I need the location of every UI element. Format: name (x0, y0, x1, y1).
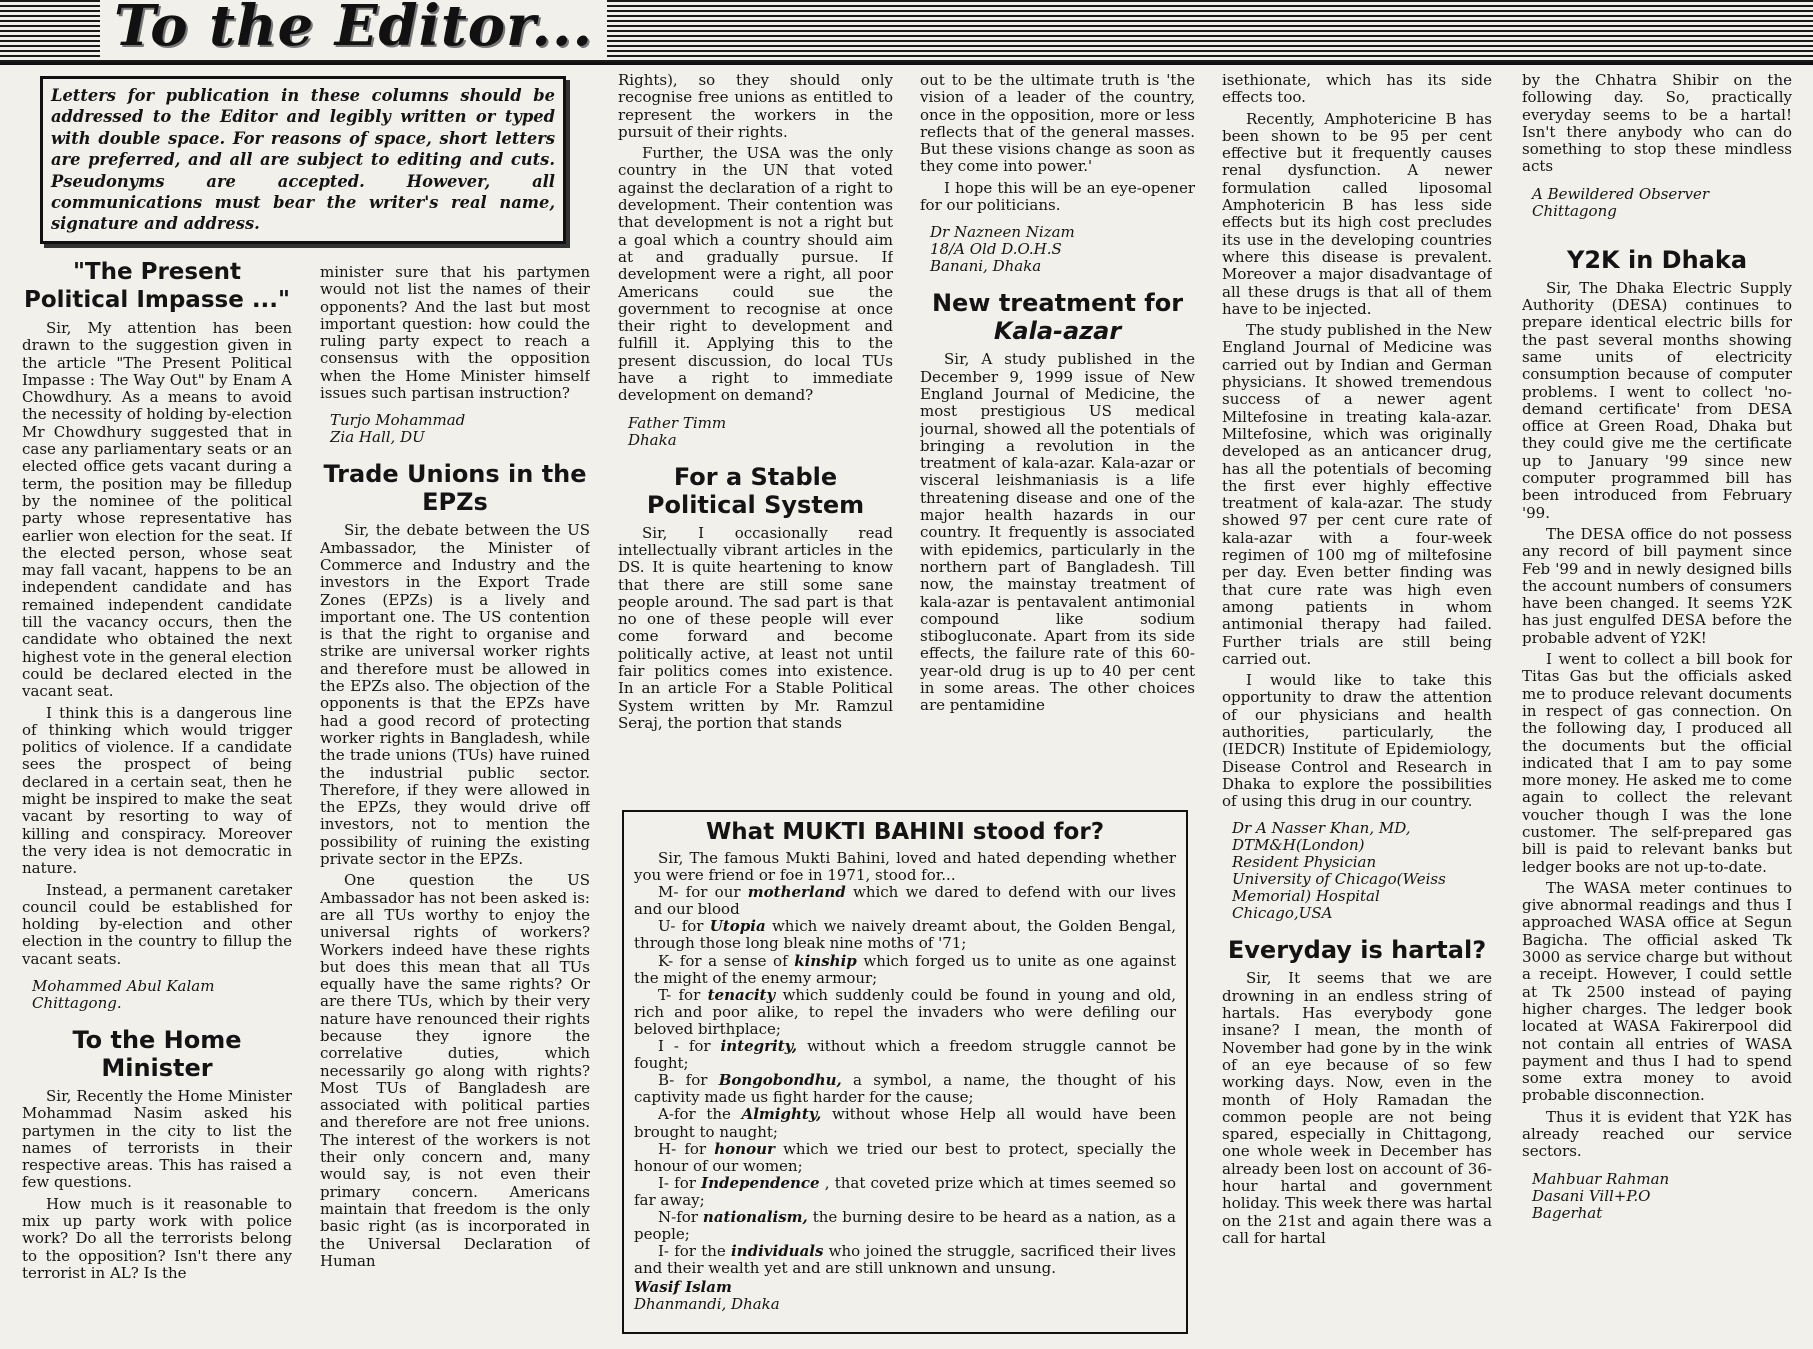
letter-paragraph: Sir, The Dhaka Electric Supply Authority (DESA) continues to prepare identical electric bills for the past several months showing same units of electricity consumption because of computer problems. I went to collect 'no-demand certificate' from DESA office at Green Road, Dhaka but they could give me the certificate up to January '99 since new computer programmed bill has been introduced from February '99. (1522, 278, 1792, 522)
letter-paragraph-continued: out to be the ultimate truth is 'the vision of a leader of the country, once in the opposition, more or less reflects that of the general masses. But these visions change as soon as they come into power.' (920, 72, 1195, 176)
acrostic-item (634, 884, 1176, 918)
acrostic-keyword: honour (714, 1139, 775, 1158)
letter-title: Y2K in Dhaka (1566, 245, 1748, 274)
letter-paragraph: Thus it is evident that Y2K has already reached our service sectors. (1522, 1107, 1792, 1161)
masthead (0, 0, 1813, 65)
signature-place: Dhanmandi, Dhaka (634, 1295, 780, 1314)
acrostic-prefix: H- for (658, 1139, 715, 1158)
letter-trade-unions (320, 460, 590, 1270)
letter-signature (930, 224, 1195, 275)
letter-paragraph: Sir, I occasionally read intellectually vibrant articles in the DS. It is quite heartening to know that there are still some sane people around. The sad part is that no one of these people will ever come forward and become politically active, at least not until fair politics comes into existence. In an article For a Stable Political System written by Mr. Ramzul Seraj, the portion that stands (618, 523, 893, 732)
signature-name: Mohammed Abul Kalam (32, 976, 215, 995)
letter-present-impasse (22, 258, 292, 1012)
column-2 (320, 264, 590, 1342)
signature-name: Turjo Mohammad (330, 411, 466, 430)
signature-line: DTM&H(London) (1232, 836, 1365, 855)
letter-paragraph: I hope this will be an eye-opener for our politicians. (920, 178, 1195, 215)
acrostic-item (634, 1175, 1176, 1209)
signature-name: Father Timm (628, 413, 727, 432)
letter-title (920, 289, 1195, 345)
acrostic-item (634, 1038, 1176, 1072)
acrostic-list (634, 884, 1176, 1277)
letter-paragraph: Sir, A study published in the December 9, 1999 issue of New England Journal of Medicine, the most prestigious US medical journal, showed all the potentials of bringing a revolution in the treatment of kala-azar. Kala-azar or visceral leishmaniasis is a life threatening disease and one of the major health hazards in our country. It frequently is associated with epidemics, particularly in the northern part of Bangladesh. Till now, the mainstay treatment of kala-azar is pentavalent antimonial compound like sodium stibogluconate. Apart from its side effects, the failure rate of this 60-year-old drug is up to 40 per cent in some areas. The other choices are pentamidine (920, 350, 1195, 715)
acrostic-prefix: I- for (658, 1173, 702, 1192)
signature-place: Chittagong (1532, 201, 1617, 220)
letter-signature (1532, 1171, 1792, 1222)
letter-signature (32, 978, 292, 1012)
acrostic-text: the burning desire to be heard as a nation, as a people; (634, 1207, 1176, 1244)
letter-paragraph: Instead, a permanent caretaker council could be established for holding by-election and other election in the country to fillup the vacant seats. (22, 880, 292, 968)
acrostic-prefix: I - for (658, 1037, 721, 1056)
letter-title-line: New treatment for (931, 289, 1184, 318)
column-5 (1222, 72, 1492, 1342)
mukti-bahini-box (622, 810, 1188, 1334)
letter-paragraph: Further, the USA was the only country in the UN that voted against the declaration of a right to development. Their contention was that development is not a right but a goal which a country should aim at and gradually pursue. If development were a right, all poor Americans could sue the government to recognise at once their right to development and fulfill it. Applying this to the present discussion, do local TUs have a right to immediate development on demand? (618, 144, 893, 405)
acrostic-text: which we tried our best to protect, specially the honour of our women; (634, 1139, 1176, 1175)
column-6 (1522, 72, 1792, 1342)
acrostic-prefix: U- for (658, 917, 710, 936)
acrostic-text: which suddenly could be found in young and old, rich and poor alike, to repel the invaders who were defiling our beloved birthplace; (634, 985, 1176, 1038)
signature-line: Chicago,USA (1232, 904, 1333, 923)
letter-title-line: Kala-azar (993, 317, 1122, 346)
acrostic-keyword: integrity, (720, 1037, 798, 1056)
acrostic-prefix: N-for (658, 1207, 703, 1226)
acrostic-prefix: A-for the (658, 1105, 742, 1124)
letter-home-minister (22, 1026, 292, 1282)
letter-paragraph: Sir, The famous Mukti Bahini, loved and hated depending whether you were friend or foe in 1971, stood for... (634, 849, 1176, 885)
acrostic-text: a symbol, a name, the thought of his captivity made us fight harder for the cause; (634, 1071, 1176, 1107)
letter-paragraph: How much is it reasonable to mix up party work with police work? Do all the terrorists belong to the opposition? Isn't there any terrorist in AL? Is the (22, 1194, 292, 1282)
column-1 (22, 258, 292, 1342)
letter-kala-azar (920, 289, 1195, 714)
acrostic-keyword: nationalism, (702, 1207, 808, 1226)
column-4 (920, 72, 1195, 802)
letter-paragraph-continued: isethionate, which has its side effects too. (1222, 72, 1492, 107)
letter-paragraph: Recently, Amphotericine B has been shown to be 95 per cent effective but it frequently causes renal dysfunction. A newer formulation called liposomal Amphotericin B has less side effects but its high cost precludes its use in the developing countries where this disease is prevalent. Moreover a major disadvantage of all these drugs is that all of them have to be injected. (1222, 109, 1492, 318)
acrostic-text: which we dared to defend with our lives and our blood (634, 883, 1176, 919)
signature-name: Mahbuar Rahman (1532, 1169, 1670, 1188)
letter-signature (1232, 820, 1492, 922)
editor-notice: Letters for publication in these columns should be addressed to the Editor and legibly written or typed with double space. For reasons of space, short letters are preferred, and all are subject to editing and cuts. Pseudonyms are accepted. However, all communications must bear the writer's real name, signature and address. (40, 76, 566, 244)
acrostic-prefix: M- for our (658, 883, 748, 902)
acrostic-keyword: motherland (747, 883, 846, 902)
letter-signature (634, 1279, 1176, 1313)
letter-paragraph: I would like to take this opportunity to draw the attention of our physicians and health authorities, particularly, the (IEDCR) Institute of Epidemiology, Disease Control and Research in Dhaka to explore the possibilities of using this drug in our country. (1222, 671, 1492, 811)
signature-address: Bagerhat (1532, 1203, 1603, 1222)
acrostic-text: without whose Help all would have been brought to naught; (634, 1105, 1176, 1141)
letter-paragraph: One question the US Ambassador has not been asked is: are all TUs worthy to enjoy the universal rights of workers? Workers indeed have these rights but does this mean that all TUs equally have the same rights? Or are there TUs, which by their very nature have renounced their rights because they ignore the correlative duties, which necessarily go along with rights? Most TUs of Bangladesh are associated with political parties and therefore are not free unions. The interest of the workers is not their only concern and, many would say, is not even their primary concern. Americans maintain that freedom is the only basic right (as is incorporated in the Universal Declaration of Human (320, 871, 590, 1270)
letter-signature (330, 412, 590, 446)
letter-paragraph: Sir, the debate between the US Ambassador, the Minister of Commerce and Industry and the investors in the Export Trade Zones (EPZs) is a lively and important one. The US contention is that the right to organise and strike are universal worker rights and therefore must be allowed in the EPZs also. The objection of the opponents is that the EPZs have had a good record of protecting worker rights in Bangladesh, while the trade unions (TUs) have ruined the industrial public sector. Therefore, if they were allowed in the EPZs, they would drive off investors, not to mention the possibility of ruining the existing private sector in the EPZs. (320, 521, 590, 869)
acrostic-text: without which a freedom struggle cannot be fought; (634, 1037, 1176, 1073)
acrostic-item (634, 1141, 1176, 1175)
signature-name: A Bewildered Observer (1532, 184, 1709, 203)
letter-paragraph: Sir, It seems that we are drowning in an endless string of hartals. Has everybody gone insane? I mean, the month of November had gone by in the wink of an eye because of so few working days. Now, even in the month of Holy Ramadan the common people are not being spared, especially in Chittagong, one whole week in December has already been lost on account of 36-hour hartal and government holiday. This week there was hartal on the 21st and again there was a call for hartal (1222, 969, 1492, 1247)
signature-name: Dr A Nasser Khan, MD, (1232, 819, 1411, 838)
letter-paragraph-continued: Rights), so they should only recognise free unions as entitled to represent the workers in the pursuit of their rights. (618, 72, 893, 141)
signature-line: Memorial) Hospital (1232, 887, 1380, 906)
letter-paragraph-continued: by the Chhatra Shibir on the following day. So, practically everyday seems to be a hartal! Isn't there anybody who can do something to stop these mindless acts (1522, 72, 1792, 176)
letter-y2k (1522, 246, 1792, 1222)
signature-address: 18/A Old D.O.H.S (930, 240, 1062, 259)
letter-paragraph: The study published in the New England Journal of Medicine was carried out by Indian and German physicians. It showed tremendous success of a newer agent Miltefosine in treating kala-azar. Miltefosine, which was originally developed as an anticancer drug, has all the potentials of becoming the first ever highly effective treatment of kala-azar. The study showed 97 per cent cure rate of kala-azar with a four-week regimen of 100 mg of miltefosine per day. Even better finding was that cure rate was high even among patients in whom antimonial therapy had failed. Further trials are still being carried out. (1222, 321, 1492, 668)
acrostic-keyword: Bongobondhu, (718, 1071, 842, 1090)
acrostic-item (634, 1072, 1176, 1106)
acrostic-keyword: Almighty, (741, 1105, 822, 1124)
letter-stable-system (618, 463, 893, 733)
acrostic-item (634, 1209, 1176, 1243)
acrostic-prefix: B- for (658, 1071, 719, 1090)
signature-line: University of Chicago(Weiss (1232, 870, 1446, 889)
letter-title: What MUKTI BAHINI stood for? (705, 819, 1105, 845)
acrostic-text: which we naively dreamt about, the Golden Bengal, through those long bleak nine moths of '71; (634, 917, 1176, 953)
signature-name: Dr Nazneen Nizam (930, 223, 1075, 242)
letter-paragraph: Sir, Recently the Home Minister Mohammad Nasim asked his partymen in the city to list the names of terrorists in their respective areas. This has raised a few questions. (22, 1086, 292, 1192)
acrostic-item (634, 918, 1176, 952)
acrostic-item (634, 1243, 1176, 1277)
signature-line: Resident Physician (1232, 853, 1377, 872)
acrostic-text: , that coveted prize which at times seemed so far away; (634, 1173, 1176, 1209)
letter-title: For a Stable Political System (646, 462, 865, 519)
letter-paragraph-continued: minister sure that his partymen would not list the names of their opponents? And the last but most important question: how could the ruling party expect to reach a consensus with the opposition when the Home Minister himself issues such partisan instruction? (320, 264, 590, 403)
letter-paragraph: The WASA meter continues to give abnormal readings and thus I approached WASA office at Segun Bagicha. The official asked Tk 3000 as service charge but without a receipt. However, I could settle at Tk 2500 instead of paying higher charges. The ledger book located at WASA Fakirerpool did not contain all entries of WASA payment and thus I had to spend some extra money to avoid probable disconnection. (1522, 878, 1792, 1105)
acrostic-keyword: Utopia (709, 917, 766, 936)
acrostic-text: which forged us to unite as one against the might of the enemy armour; (634, 951, 1176, 987)
letter-hartal (1222, 936, 1492, 1247)
signature-place: Chittagong. (32, 993, 122, 1012)
letter-signature (628, 415, 893, 449)
signature-place: Dhaka (628, 430, 677, 449)
acrostic-item (634, 953, 1176, 987)
acrostic-keyword: Independence (701, 1173, 820, 1192)
acrostic-keyword: tenacity (707, 985, 776, 1004)
letter-signature (1532, 186, 1792, 220)
acrostic-prefix: T- for (658, 985, 708, 1004)
acrostic-item (634, 1106, 1176, 1140)
letter-paragraph: Sir, My attention has been drawn to the suggestion given in the article "The Present Political Impasse : The Way Out" by Enam A Chowdhury. As a means to avoid the necessity of holding by-election Mr Chowdhury suggested that in case any parliamentary seats or an elected office gets vacant during a term, the position may be filledup by the nominee of the political party whose representative has earlier won election for the seat. If the elected person, whose seat may fall vacant, happens to be an independent candidate and has remained independent candidate till the vacancy occurs, then the candidate who obtained the next highest vote in the general election could be declared elected in the vacant seat. (22, 319, 292, 701)
acrostic-item (634, 987, 1176, 1038)
letter-title: To the Home Minister (72, 1025, 242, 1082)
signature-name: Wasif Islam (634, 1278, 732, 1297)
signature-place: Zia Hall, DU (330, 428, 425, 447)
letter-paragraph: The DESA office do not possess any record of bill payment since Feb '99 and in newly designed bills the account numbers of consumers have been changed. It seems Y2K has just engulfed DESA before the probable advent of Y2K! (1522, 524, 1792, 647)
acrostic-prefix: K- for a sense of (658, 951, 795, 970)
acrostic-keyword: individuals (730, 1242, 824, 1261)
acrostic-prefix: I- for the (658, 1242, 731, 1261)
page-title: To the Editor... (100, 0, 607, 58)
letter-paragraph: I went to collect a bill book for Titas Gas but the officials asked me to produce relevant documents in respect of gas connection. On the following day, I produced all the documents but the official indicated that I am to pay some more money. He asked me to come again to collect the relevant voucher though I was the lone customer. The self-prepared gas bill is paid to relevant banks but ledger books are not up-to-date. (1522, 650, 1792, 876)
signature-address: Banani, Dhaka (930, 257, 1042, 276)
letter-paragraph: I think this is a dangerous line of thinking which would trigger politics of violence. If a candidate sees the prospect of being declared in a certain seat, then he might be inspired to make the seat vacant by resorting to way of killing and conspiracy. Moreover the very idea is not democratic in nature. (22, 703, 292, 878)
column-3 (618, 72, 893, 802)
signature-address: Dasani Vill+P.O (1532, 1186, 1651, 1205)
letter-title: Everyday is hartal? (1227, 936, 1487, 965)
letter-title: Trade Unions in the EPZs (323, 460, 587, 517)
acrostic-text: who joined the struggle, sacrificed their lives and their wealth yet and are still unknown and unsung. (634, 1242, 1176, 1278)
letter-title: "The Present Political Impasse ..." (23, 259, 291, 313)
acrostic-keyword: kinship (794, 951, 857, 970)
